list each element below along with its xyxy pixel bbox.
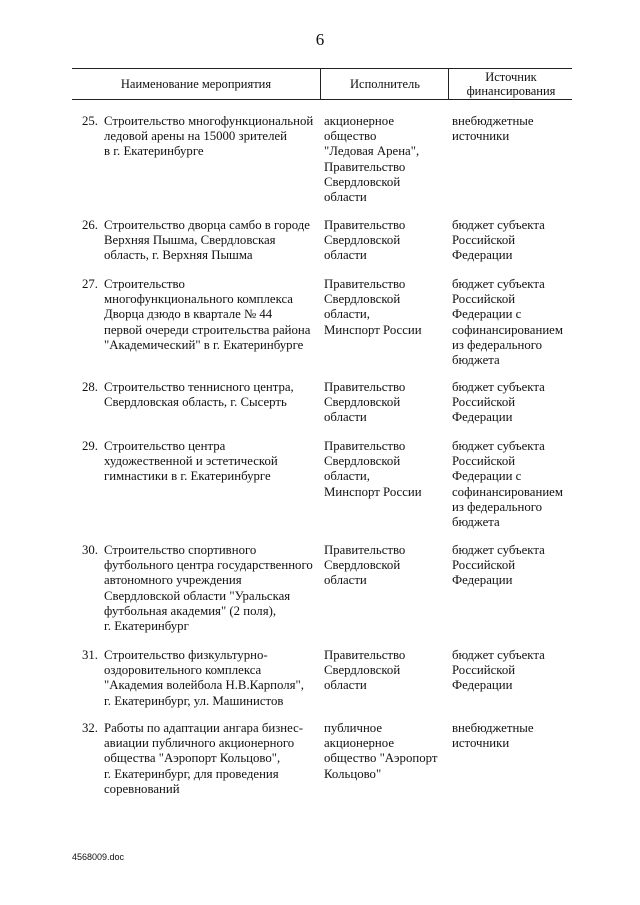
header-executor: Исполнитель [320, 69, 449, 99]
row-executor: Правительство Свердловской области, Минспорт России [324, 277, 422, 337]
row-name: Строительство физкультурно- оздоровительного комплекса "Академия волейбола Н.В.Карполя", г. Екатеринбург, ул. Машинистов [104, 648, 304, 708]
header-source: Источник финансирования [448, 69, 573, 99]
row-number: 30. [82, 543, 98, 557]
document-filename: 4568009.doc [72, 852, 125, 862]
table-header [72, 68, 572, 100]
row-number: 26. [82, 218, 98, 232]
row-name: Строительство дворца самбо в городе Верхняя Пышма, Свердловская область, г. Верхняя Пышма [104, 218, 310, 263]
row-number: 31. [82, 648, 98, 662]
row-source: внебюджетные источники [452, 721, 534, 751]
row-executor: Правительство Свердловской области, Минспорт России [324, 439, 422, 499]
row-source: бюджет субъекта Российской Федерации [452, 218, 545, 263]
row-number: 29. [82, 439, 98, 453]
row-source: внебюджетные источники [452, 114, 534, 144]
row-source: бюджет субъекта Российской Федерации с софинансированием из федерального бюджета [452, 439, 563, 530]
row-name: Строительство многофункциональной ледовой арены на 15000 зрителей в г. Екатеринбурге [104, 114, 314, 159]
row-executor: Правительство Свердловской области [324, 380, 406, 425]
row-number: 32. [82, 721, 98, 735]
row-source: бюджет субъекта Российской Федерации [452, 380, 545, 425]
row-name: Строительство спортивного футбольного центра государственного автономного учреждения Свердловской области "Уральская футбольная академия" (2 поля), г. Екатеринбург [104, 543, 313, 634]
row-executor: публичное акционерное общество "Аэропорт Кольцово" [324, 721, 438, 781]
row-number: 25. [82, 114, 98, 128]
header-name: Наименование мероприятия [120, 77, 272, 91]
row-number: 28. [82, 380, 98, 394]
row-name: Строительство теннисного центра, Свердловская область, г. Сысерть [104, 380, 294, 410]
row-name: Строительство центра художественной и эстетической гимнастики в г. Екатеринбурге [104, 439, 278, 484]
row-executor: Правительство Свердловской области [324, 543, 406, 588]
row-source: бюджет субъекта Российской Федерации с софинансированием из федерального бюджета [452, 277, 563, 368]
row-name: Работы по адаптации ангара бизнес- авиации публичного акционерного общества "Аэропорт Кольцово", г. Екатеринбург, для проведения соревнований [104, 721, 304, 796]
row-executor: акционерное общество "Ледовая Арена", Правительство Свердловской области [324, 114, 420, 205]
row-source: бюджет субъекта Российской Федерации [452, 648, 545, 693]
row-name: Строительство многофункционального комплекса Дворца дзюдо в квартале № 44 первой очереди строительства района "Академический" в г. Екатеринбурге [104, 277, 311, 352]
row-source: бюджет субъекта Российской Федерации [452, 543, 545, 588]
row-executor: Правительство Свердловской области [324, 218, 406, 263]
row-executor: Правительство Свердловской области [324, 648, 406, 693]
page-number: 6 [315, 30, 325, 49]
row-number: 27. [82, 277, 98, 291]
